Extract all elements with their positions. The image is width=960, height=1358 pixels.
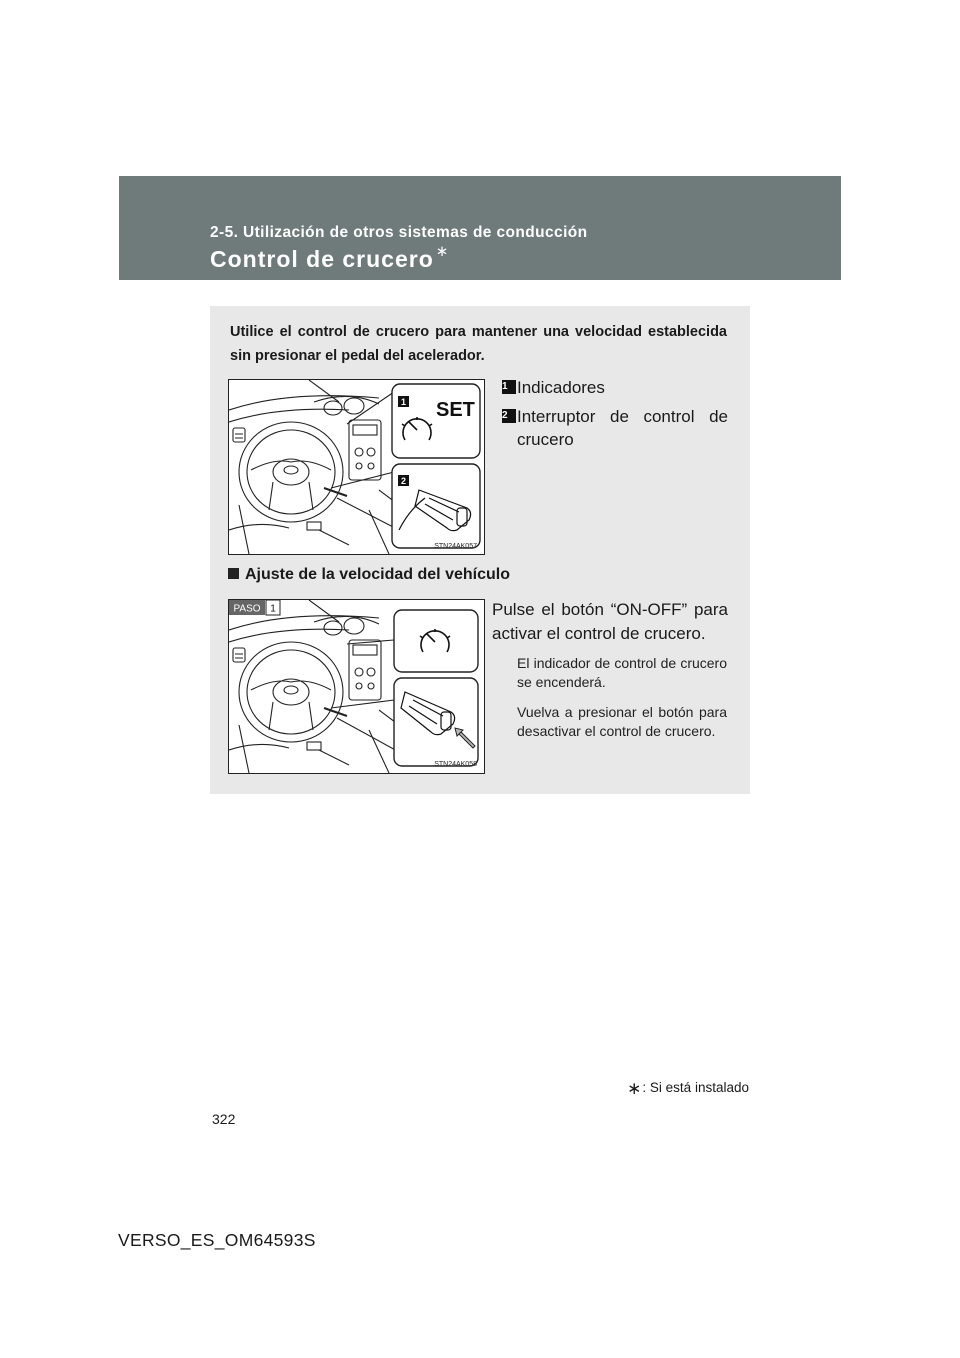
legend-item-cruise-switch [492,405,728,451]
subheading-text: Ajuste de la velocidad del vehículo [245,566,510,583]
cockpit-illustration-components [228,379,485,555]
subheading [228,566,510,584]
fig1-code: STN24AK057 [434,543,477,550]
cockpit-drawing-step1 [229,600,484,773]
fig1-callout-1-label: 1 [400,397,407,407]
page-title-text: Control de crucero [210,246,434,272]
legend-item-indicators [492,376,728,399]
footnote-text: : Si está instalado [642,1080,749,1095]
square-bullet-icon [228,568,239,579]
chapter-header-band [119,176,841,280]
intro-text: Utilice el control de crucero para mantener una velocidad establecida sin presionar el pedal del acelerador. [230,324,727,364]
step-instruction: Pulse el botón “ON-OFF” para activar el control de crucero. [492,600,728,643]
legend-item-label: Indicadores [517,378,605,397]
page-title [210,243,450,273]
cockpit-drawing [229,380,484,554]
content-panel [210,306,750,794]
legend-item-label: Interruptor de control de crucero [517,407,728,449]
footnote-mark: ∗ [627,1079,642,1098]
fig2-code: STN24AK058 [434,761,477,768]
document-id: VERSO_ES_OM64593S [118,1230,316,1250]
step-note: El indicador de control de crucero se encenderá. [517,655,727,690]
step-note: Vuelva a presionar el botón para desactivar el control de crucero. [517,704,727,739]
cockpit-illustration-step1 [228,599,485,774]
section-label: 2-5. Utilización de otros sistemas de conducción [210,224,588,241]
legend-number-badge: 1 [502,380,516,394]
legend-number-badge: 2 [502,409,516,423]
legend [492,376,728,457]
fig1-set-indicator: SET [436,399,475,421]
footnote [627,1079,749,1099]
step-number: 1 [270,603,276,615]
fig1-callout-2-label: 2 [400,476,407,486]
step-word: PASO [233,603,261,615]
installed-option-mark: ∗ [435,243,450,260]
page-number: 322 [212,1111,236,1127]
